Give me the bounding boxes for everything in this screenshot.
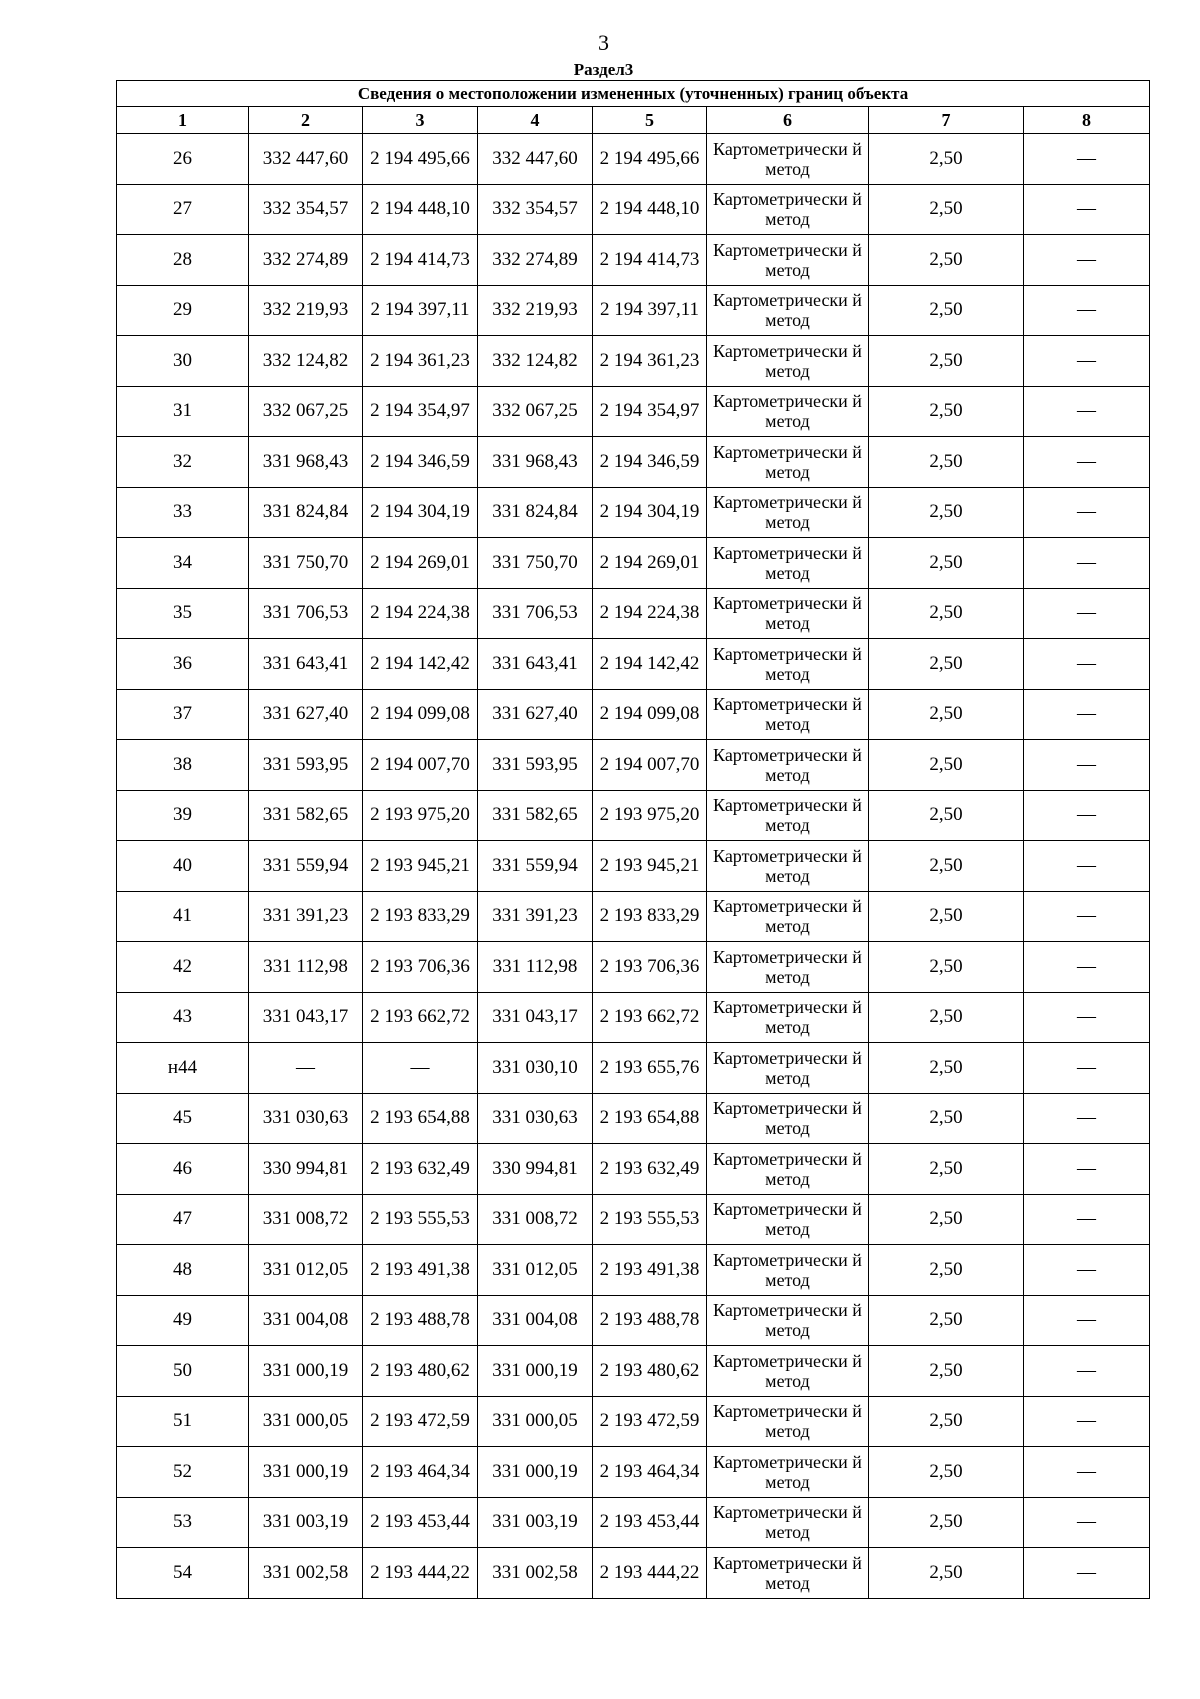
table-row xyxy=(117,1447,1150,1498)
description-cell: — xyxy=(1024,1548,1150,1599)
x-old-cell: 331 002,58 xyxy=(249,1548,363,1599)
y-new-cell: 2 194 414,73 xyxy=(593,235,707,286)
y-old-cell: 2 194 224,38 xyxy=(363,588,478,639)
boundary-table xyxy=(116,80,1150,1599)
accuracy-cell: 2,50 xyxy=(869,386,1024,437)
x-old-cell: 331 593,95 xyxy=(249,740,363,791)
table-row xyxy=(117,689,1150,740)
accuracy-cell: 2,50 xyxy=(869,992,1024,1043)
x-new-cell: 330 994,81 xyxy=(478,1144,593,1195)
method-cell: Картометрически й метод xyxy=(707,992,869,1043)
method-cell: Картометрически й метод xyxy=(707,1194,869,1245)
y-new-cell: 2 194 142,42 xyxy=(593,639,707,690)
description-cell: — xyxy=(1024,487,1150,538)
x-new-cell: 332 124,82 xyxy=(478,336,593,387)
point-id-cell: 41 xyxy=(117,891,249,942)
point-id-cell: 51 xyxy=(117,1396,249,1447)
description-cell: — xyxy=(1024,1194,1150,1245)
y-new-cell: 2 194 361,23 xyxy=(593,336,707,387)
y-old-cell: 2 193 945,21 xyxy=(363,841,478,892)
x-new-cell: 331 002,58 xyxy=(478,1548,593,1599)
table-row xyxy=(117,285,1150,336)
method-cell: Картометрически й метод xyxy=(707,1093,869,1144)
table-row xyxy=(117,1396,1150,1447)
y-new-cell: 2 194 007,70 xyxy=(593,740,707,791)
accuracy-cell: 2,50 xyxy=(869,134,1024,185)
x-new-cell: 331 627,40 xyxy=(478,689,593,740)
point-id-cell: 50 xyxy=(117,1346,249,1397)
description-cell: — xyxy=(1024,1093,1150,1144)
point-id-cell: 39 xyxy=(117,790,249,841)
y-new-cell: 2 193 464,34 xyxy=(593,1447,707,1498)
description-cell: — xyxy=(1024,588,1150,639)
y-new-cell: 2 193 706,36 xyxy=(593,942,707,993)
point-id-cell: 30 xyxy=(117,336,249,387)
method-cell: Картометрически й метод xyxy=(707,487,869,538)
point-id-cell: 45 xyxy=(117,1093,249,1144)
y-old-cell: 2 193 472,59 xyxy=(363,1396,478,1447)
table-row xyxy=(117,1144,1150,1195)
accuracy-cell: 2,50 xyxy=(869,538,1024,589)
method-cell: Картометрически й метод xyxy=(707,134,869,185)
accuracy-cell: 2,50 xyxy=(869,487,1024,538)
y-old-cell: 2 193 480,62 xyxy=(363,1346,478,1397)
x-old-cell: 331 627,40 xyxy=(249,689,363,740)
y-new-cell: 2 194 346,59 xyxy=(593,437,707,488)
accuracy-cell: 2,50 xyxy=(869,740,1024,791)
y-new-cell: 2 193 662,72 xyxy=(593,992,707,1043)
y-old-cell: 2 193 491,38 xyxy=(363,1245,478,1296)
y-old-cell: 2 193 444,22 xyxy=(363,1548,478,1599)
x-new-cell: 331 750,70 xyxy=(478,538,593,589)
x-new-cell: 331 030,10 xyxy=(478,1043,593,1094)
point-id-cell: 54 xyxy=(117,1548,249,1599)
y-new-cell: 2 193 472,59 xyxy=(593,1396,707,1447)
accuracy-cell: 2,50 xyxy=(869,1548,1024,1599)
x-old-cell: 330 994,81 xyxy=(249,1144,363,1195)
y-old-cell: 2 194 414,73 xyxy=(363,235,478,286)
x-old-cell: 331 000,19 xyxy=(249,1447,363,1498)
method-cell: Картометрически й метод xyxy=(707,588,869,639)
y-new-cell: 2 193 945,21 xyxy=(593,841,707,892)
table-body xyxy=(117,134,1150,1599)
page-number: 3 xyxy=(598,30,609,55)
method-cell: Картометрически й метод xyxy=(707,891,869,942)
table-row xyxy=(117,1295,1150,1346)
x-old-cell: 331 112,98 xyxy=(249,942,363,993)
column-number-7: 7 xyxy=(869,107,1024,134)
x-new-cell: 331 008,72 xyxy=(478,1194,593,1245)
y-old-cell: 2 194 007,70 xyxy=(363,740,478,791)
x-old-cell: 331 012,05 xyxy=(249,1245,363,1296)
method-cell: Картометрически й метод xyxy=(707,740,869,791)
description-cell: — xyxy=(1024,942,1150,993)
y-new-cell: 2 194 397,11 xyxy=(593,285,707,336)
description-cell: — xyxy=(1024,336,1150,387)
x-new-cell: 331 043,17 xyxy=(478,992,593,1043)
table-row xyxy=(117,891,1150,942)
x-new-cell: 332 447,60 xyxy=(478,134,593,185)
description-cell: — xyxy=(1024,1346,1150,1397)
point-id-cell: 28 xyxy=(117,235,249,286)
column-number-5: 5 xyxy=(593,107,707,134)
y-new-cell: 2 193 975,20 xyxy=(593,790,707,841)
method-cell: Картометрически й метод xyxy=(707,1295,869,1346)
table-row xyxy=(117,1245,1150,1296)
column-number-8: 8 xyxy=(1024,107,1150,134)
x-old-cell: 331 000,19 xyxy=(249,1346,363,1397)
point-id-cell: 53 xyxy=(117,1497,249,1548)
accuracy-cell: 2,50 xyxy=(869,1144,1024,1195)
point-id-cell: н44 xyxy=(117,1043,249,1094)
x-old-cell: 332 124,82 xyxy=(249,336,363,387)
table-row xyxy=(117,639,1150,690)
y-new-cell: 2 193 480,62 xyxy=(593,1346,707,1397)
accuracy-cell: 2,50 xyxy=(869,1396,1024,1447)
point-id-cell: 29 xyxy=(117,285,249,336)
table-row xyxy=(117,1497,1150,1548)
x-new-cell: 331 593,95 xyxy=(478,740,593,791)
x-new-cell: 331 000,05 xyxy=(478,1396,593,1447)
point-id-cell: 46 xyxy=(117,1144,249,1195)
accuracy-cell: 2,50 xyxy=(869,285,1024,336)
table-row xyxy=(117,992,1150,1043)
x-new-cell: 332 354,57 xyxy=(478,184,593,235)
method-cell: Картометрически й метод xyxy=(707,689,869,740)
point-id-cell: 32 xyxy=(117,437,249,488)
table-row xyxy=(117,184,1150,235)
x-old-cell: 331 391,23 xyxy=(249,891,363,942)
method-cell: Картометрически й метод xyxy=(707,285,869,336)
point-id-cell: 26 xyxy=(117,134,249,185)
x-old-cell: 331 030,63 xyxy=(249,1093,363,1144)
y-new-cell: 2 194 099,08 xyxy=(593,689,707,740)
description-cell: — xyxy=(1024,1245,1150,1296)
point-id-cell: 40 xyxy=(117,841,249,892)
y-new-cell: 2 193 444,22 xyxy=(593,1548,707,1599)
accuracy-cell: 2,50 xyxy=(869,942,1024,993)
y-new-cell: 2 194 304,19 xyxy=(593,487,707,538)
y-old-cell: 2 193 654,88 xyxy=(363,1093,478,1144)
y-new-cell: 2 193 555,53 xyxy=(593,1194,707,1245)
method-cell: Картометрически й метод xyxy=(707,1548,869,1599)
x-new-cell: 331 706,53 xyxy=(478,588,593,639)
method-cell: Картометрически й метод xyxy=(707,538,869,589)
point-id-cell: 31 xyxy=(117,386,249,437)
method-cell: Картометрически й метод xyxy=(707,184,869,235)
x-new-cell: 331 112,98 xyxy=(478,942,593,993)
point-id-cell: 35 xyxy=(117,588,249,639)
x-old-cell: 332 274,89 xyxy=(249,235,363,286)
x-old-cell: 331 559,94 xyxy=(249,841,363,892)
x-old-cell: 331 824,84 xyxy=(249,487,363,538)
y-old-cell: 2 194 354,97 xyxy=(363,386,478,437)
point-id-cell: 38 xyxy=(117,740,249,791)
x-old-cell: 331 582,65 xyxy=(249,790,363,841)
description-cell: — xyxy=(1024,184,1150,235)
y-old-cell: — xyxy=(363,1043,478,1094)
y-new-cell: 2 193 833,29 xyxy=(593,891,707,942)
y-old-cell: 2 193 488,78 xyxy=(363,1295,478,1346)
accuracy-cell: 2,50 xyxy=(869,336,1024,387)
accuracy-cell: 2,50 xyxy=(869,1245,1024,1296)
description-cell: — xyxy=(1024,992,1150,1043)
x-new-cell: 331 012,05 xyxy=(478,1245,593,1296)
x-old-cell: 332 067,25 xyxy=(249,386,363,437)
y-old-cell: 2 193 464,34 xyxy=(363,1447,478,1498)
accuracy-cell: 2,50 xyxy=(869,1043,1024,1094)
description-cell: — xyxy=(1024,134,1150,185)
accuracy-cell: 2,50 xyxy=(869,1295,1024,1346)
x-old-cell: 331 643,41 xyxy=(249,639,363,690)
method-cell: Картометрически й метод xyxy=(707,437,869,488)
x-old-cell: 331 968,43 xyxy=(249,437,363,488)
method-cell: Картометрически й метод xyxy=(707,235,869,286)
description-cell: — xyxy=(1024,235,1150,286)
description-cell: — xyxy=(1024,841,1150,892)
x-new-cell: 331 000,19 xyxy=(478,1447,593,1498)
x-old-cell: 331 008,72 xyxy=(249,1194,363,1245)
point-id-cell: 37 xyxy=(117,689,249,740)
x-new-cell: 331 000,19 xyxy=(478,1346,593,1397)
x-new-cell: 331 003,19 xyxy=(478,1497,593,1548)
x-new-cell: 331 004,08 xyxy=(478,1295,593,1346)
point-id-cell: 27 xyxy=(117,184,249,235)
method-cell: Картометрически й метод xyxy=(707,336,869,387)
table-row xyxy=(117,336,1150,387)
y-old-cell: 2 194 304,19 xyxy=(363,487,478,538)
accuracy-cell: 2,50 xyxy=(869,1093,1024,1144)
point-id-cell: 33 xyxy=(117,487,249,538)
method-cell: Картометрически й метод xyxy=(707,1447,869,1498)
accuracy-cell: 2,50 xyxy=(869,1497,1024,1548)
column-number-4: 4 xyxy=(478,107,593,134)
x-old-cell: 332 219,93 xyxy=(249,285,363,336)
description-cell: — xyxy=(1024,538,1150,589)
description-cell: — xyxy=(1024,1295,1150,1346)
x-new-cell: 331 559,94 xyxy=(478,841,593,892)
description-cell: — xyxy=(1024,689,1150,740)
description-cell: — xyxy=(1024,386,1150,437)
table-row xyxy=(117,1548,1150,1599)
description-cell: — xyxy=(1024,891,1150,942)
y-new-cell: 2 194 224,38 xyxy=(593,588,707,639)
point-id-cell: 43 xyxy=(117,992,249,1043)
y-old-cell: 2 194 142,42 xyxy=(363,639,478,690)
y-old-cell: 2 193 833,29 xyxy=(363,891,478,942)
method-cell: Картометрически й метод xyxy=(707,1396,869,1447)
x-new-cell: 332 219,93 xyxy=(478,285,593,336)
table-row xyxy=(117,487,1150,538)
x-old-cell: 331 750,70 xyxy=(249,538,363,589)
table-row xyxy=(117,1093,1150,1144)
accuracy-cell: 2,50 xyxy=(869,790,1024,841)
accuracy-cell: 2,50 xyxy=(869,235,1024,286)
accuracy-cell: 2,50 xyxy=(869,1447,1024,1498)
y-new-cell: 2 193 654,88 xyxy=(593,1093,707,1144)
x-new-cell: 331 968,43 xyxy=(478,437,593,488)
method-cell: Картометрически й метод xyxy=(707,942,869,993)
y-new-cell: 2 193 453,44 xyxy=(593,1497,707,1548)
y-old-cell: 2 193 662,72 xyxy=(363,992,478,1043)
description-cell: — xyxy=(1024,740,1150,791)
y-old-cell: 2 194 397,11 xyxy=(363,285,478,336)
x-old-cell: 331 706,53 xyxy=(249,588,363,639)
column-numbers-row xyxy=(117,107,1150,134)
y-old-cell: 2 193 975,20 xyxy=(363,790,478,841)
point-id-cell: 49 xyxy=(117,1295,249,1346)
table-caption: Сведения о местоположении измененных (уточненных) границ объекта xyxy=(117,81,1150,107)
table-row xyxy=(117,235,1150,286)
table-row xyxy=(117,1346,1150,1397)
accuracy-cell: 2,50 xyxy=(869,639,1024,690)
point-id-cell: 52 xyxy=(117,1447,249,1498)
accuracy-cell: 2,50 xyxy=(869,588,1024,639)
description-cell: — xyxy=(1024,1447,1150,1498)
table-row xyxy=(117,740,1150,791)
point-id-cell: 48 xyxy=(117,1245,249,1296)
accuracy-cell: 2,50 xyxy=(869,1346,1024,1397)
method-cell: Картометрически й метод xyxy=(707,1245,869,1296)
description-cell: — xyxy=(1024,1043,1150,1094)
y-new-cell: 2 194 495,66 xyxy=(593,134,707,185)
method-cell: Картометрически й метод xyxy=(707,1144,869,1195)
table-row xyxy=(117,538,1150,589)
x-new-cell: 331 391,23 xyxy=(478,891,593,942)
table-row xyxy=(117,437,1150,488)
description-cell: — xyxy=(1024,1144,1150,1195)
x-new-cell: 331 643,41 xyxy=(478,639,593,690)
description-cell: — xyxy=(1024,1396,1150,1447)
x-old-cell: 331 003,19 xyxy=(249,1497,363,1548)
point-id-cell: 34 xyxy=(117,538,249,589)
y-new-cell: 2 194 448,10 xyxy=(593,184,707,235)
table-row xyxy=(117,841,1150,892)
description-cell: — xyxy=(1024,437,1150,488)
point-id-cell: 36 xyxy=(117,639,249,690)
method-cell: Картометрически й метод xyxy=(707,1346,869,1397)
x-old-cell: 332 447,60 xyxy=(249,134,363,185)
accuracy-cell: 2,50 xyxy=(869,689,1024,740)
section-title: Раздел3 xyxy=(573,60,634,79)
accuracy-cell: 2,50 xyxy=(869,841,1024,892)
description-cell: — xyxy=(1024,285,1150,336)
x-old-cell: 331 004,08 xyxy=(249,1295,363,1346)
method-cell: Картометрически й метод xyxy=(707,639,869,690)
accuracy-cell: 2,50 xyxy=(869,437,1024,488)
table-row xyxy=(117,942,1150,993)
table-row xyxy=(117,134,1150,185)
y-new-cell: 2 193 632,49 xyxy=(593,1144,707,1195)
y-old-cell: 2 194 346,59 xyxy=(363,437,478,488)
x-new-cell: 331 582,65 xyxy=(478,790,593,841)
x-new-cell: 332 067,25 xyxy=(478,386,593,437)
y-old-cell: 2 193 706,36 xyxy=(363,942,478,993)
description-cell: — xyxy=(1024,1497,1150,1548)
column-number-2: 2 xyxy=(249,107,363,134)
x-old-cell: 331 043,17 xyxy=(249,992,363,1043)
x-old-cell: 332 354,57 xyxy=(249,184,363,235)
y-new-cell: 2 193 655,76 xyxy=(593,1043,707,1094)
description-cell: — xyxy=(1024,790,1150,841)
x-new-cell: 331 824,84 xyxy=(478,487,593,538)
table-row xyxy=(117,386,1150,437)
point-id-cell: 42 xyxy=(117,942,249,993)
column-number-6: 6 xyxy=(707,107,869,134)
x-old-cell: — xyxy=(249,1043,363,1094)
column-number-1: 1 xyxy=(117,107,249,134)
table-row xyxy=(117,588,1150,639)
y-old-cell: 2 194 099,08 xyxy=(363,689,478,740)
x-new-cell: 331 030,63 xyxy=(478,1093,593,1144)
y-new-cell: 2 193 488,78 xyxy=(593,1295,707,1346)
accuracy-cell: 2,50 xyxy=(869,1194,1024,1245)
method-cell: Картометрически й метод xyxy=(707,1497,869,1548)
method-cell: Картометрически й метод xyxy=(707,1043,869,1094)
accuracy-cell: 2,50 xyxy=(869,184,1024,235)
column-number-3: 3 xyxy=(363,107,478,134)
y-old-cell: 2 193 555,53 xyxy=(363,1194,478,1245)
table-row xyxy=(117,1194,1150,1245)
y-old-cell: 2 194 495,66 xyxy=(363,134,478,185)
x-old-cell: 331 000,05 xyxy=(249,1396,363,1447)
x-new-cell: 332 274,89 xyxy=(478,235,593,286)
table-row xyxy=(117,790,1150,841)
method-cell: Картометрически й метод xyxy=(707,841,869,892)
method-cell: Картометрически й метод xyxy=(707,386,869,437)
table-row xyxy=(117,1043,1150,1094)
y-old-cell: 2 194 361,23 xyxy=(363,336,478,387)
description-cell: — xyxy=(1024,639,1150,690)
y-old-cell: 2 193 453,44 xyxy=(363,1497,478,1548)
y-old-cell: 2 194 448,10 xyxy=(363,184,478,235)
method-cell: Картометрически й метод xyxy=(707,790,869,841)
y-old-cell: 2 194 269,01 xyxy=(363,538,478,589)
y-new-cell: 2 194 354,97 xyxy=(593,386,707,437)
point-id-cell: 47 xyxy=(117,1194,249,1245)
accuracy-cell: 2,50 xyxy=(869,891,1024,942)
y-new-cell: 2 194 269,01 xyxy=(593,538,707,589)
y-old-cell: 2 193 632,49 xyxy=(363,1144,478,1195)
y-new-cell: 2 193 491,38 xyxy=(593,1245,707,1296)
